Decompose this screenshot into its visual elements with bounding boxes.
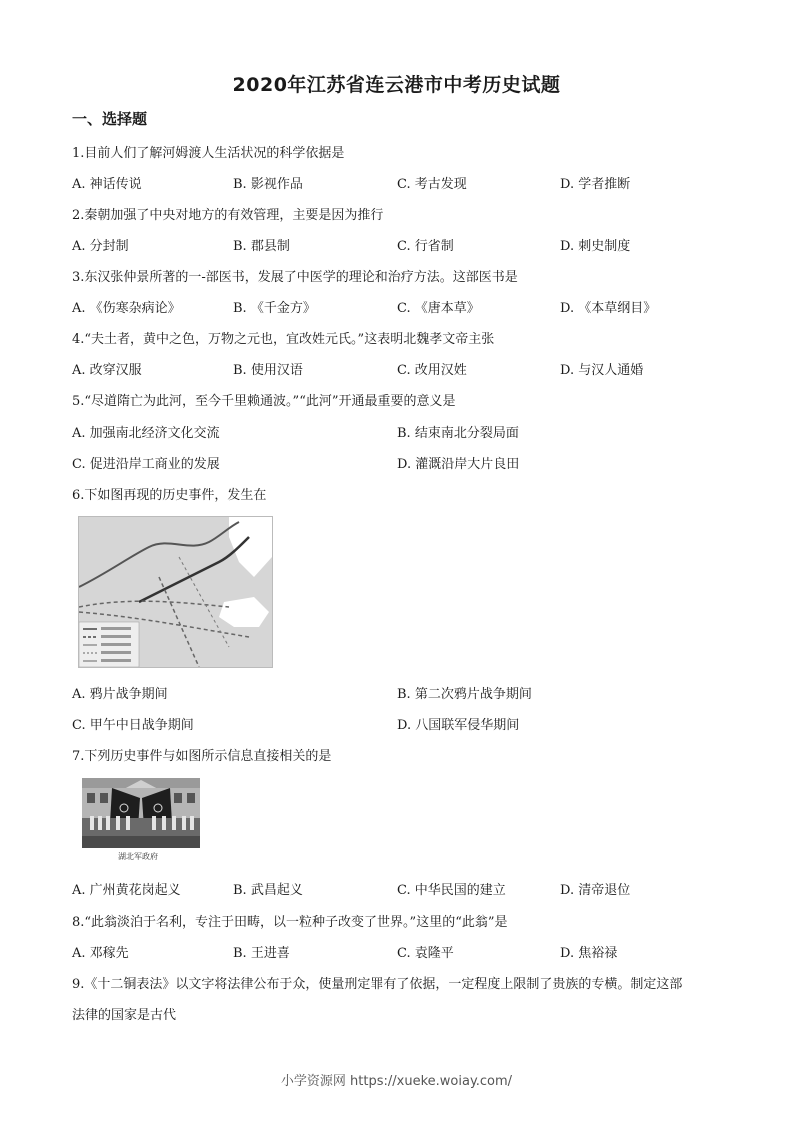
question-2-option-b: B. 郡县制	[233, 239, 290, 254]
question-5-option-d: D. 灌溉沿岸大片良田	[397, 457, 520, 472]
question-5-option-c: C. 促进沿岸工商业的发展	[72, 457, 220, 472]
question-2-option-d: D. 刺史制度	[560, 239, 631, 254]
question-4-option-d: D. 与汉人通婚	[560, 363, 644, 378]
historical-photo-figure	[82, 778, 200, 848]
question-2-option-c: C. 行省制	[397, 239, 454, 254]
question-6-option-b: B. 第二次鸦片战争期间	[397, 687, 532, 702]
question-1-option-c: C. 考古发现	[397, 177, 467, 192]
page-title: 2020年江苏省连云港市中考历史试题	[232, 74, 561, 96]
footer-watermark: 小学资源网 https://xueke.woiay.com/	[280, 1074, 513, 1089]
question-5-option-a: A. 加强南北经济文化交流	[72, 426, 220, 441]
question-2-stem: 2.秦朝加强了中央对地方的有效管理，主要是因为推行	[72, 208, 384, 223]
question-8-option-d: D. 焦裕禄	[560, 946, 618, 961]
question-3-option-b: B. 《千金方》	[233, 301, 316, 316]
question-4-option-b: B. 使用汉语	[233, 363, 303, 378]
map-routes-icon	[79, 517, 272, 667]
section-heading: 一、选择题	[72, 110, 148, 128]
question-8-option-c: C. 袁隆平	[397, 946, 454, 961]
question-6-option-d: D. 八国联军侵华期间	[397, 718, 520, 733]
question-8-stem: 8.“此翁淡泊于名利，专注于田畴，以一粒种子改变了世界。”这里的“此翁”是	[72, 915, 508, 930]
question-3-stem: 3.东汉张仲景所著的一-部医书，发展了中医学的理论和治疗方法。这部医书是	[72, 270, 518, 285]
question-9-stem-line-2: 法律的国家是古代	[72, 1008, 177, 1023]
question-3-option-c: C. 《唐本草》	[397, 301, 480, 316]
question-7-option-a: A. 广州黄花岗起义	[72, 883, 181, 898]
question-6-option-c: C. 甲午中日战争期间	[72, 718, 194, 733]
building-photo-icon	[82, 778, 200, 848]
question-7-option-b: B. 武昌起义	[233, 883, 303, 898]
question-7-option-c: C. 中华民国的建立	[397, 883, 506, 898]
question-1-option-a: A. 神话传说	[72, 177, 142, 192]
question-1-option-b: B. 影视作品	[233, 177, 303, 192]
question-1-option-d: D. 学者推断	[560, 177, 631, 192]
question-4-stem: 4.“夫土者，黄中之色，万物之元也，宜改姓元氏。”这表明北魏孝文帝主张	[72, 332, 495, 347]
question-7-stem: 7.下列历史事件与如图所示信息直接相关的是	[72, 749, 332, 764]
historical-map-figure	[78, 516, 273, 668]
question-5-option-b: B. 结束南北分裂局面	[397, 426, 519, 441]
photo-caption: 湖北军政府	[118, 852, 158, 861]
question-8-option-a: A. 邓稼先	[72, 946, 129, 961]
question-2-option-a: A. 分封制	[72, 239, 129, 254]
question-6-stem: 6.下如图再现的历史事件，发生在	[72, 488, 267, 503]
question-4-option-c: C. 改用汉姓	[397, 363, 467, 378]
question-3-option-a: A. 《伤寒杂病论》	[72, 301, 181, 316]
question-8-option-b: B. 王进喜	[233, 946, 290, 961]
question-7-option-d: D. 清帝退位	[560, 883, 631, 898]
question-5-stem: 5.“尽道隋亡为此河，至今千里赖通波。”“此河”开通最重要的意义是	[72, 394, 456, 409]
question-6-option-a: A. 鸦片战争期间	[72, 687, 168, 702]
question-9-stem-line-1: 9.《十二铜表法》以文字将法律公布于众，使量刑定罪有了依据，一定程度上限制了贵族的专横。制定这部	[72, 977, 683, 992]
question-1-stem: 1.目前人们了解河姆渡人生活状况的科学依据是	[72, 146, 345, 161]
question-3-option-d: D. 《本草纲目》	[560, 301, 657, 316]
question-4-option-a: A. 改穿汉服	[72, 363, 142, 378]
